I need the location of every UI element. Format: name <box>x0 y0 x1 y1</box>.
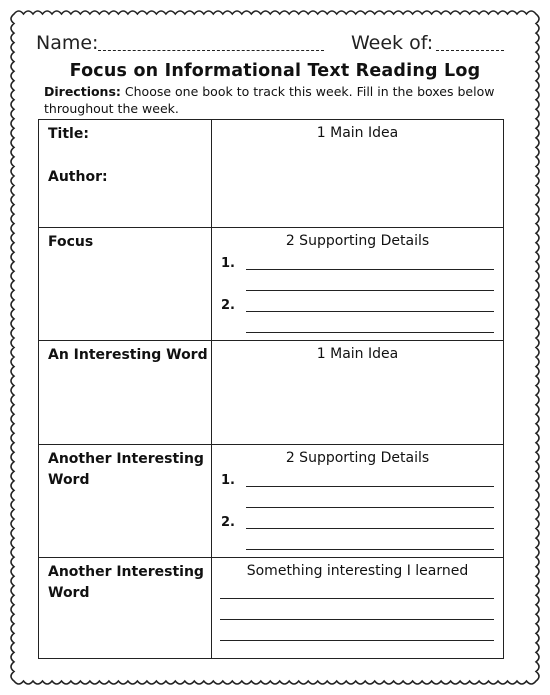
directions-text: Choose one book to track this week. Fill in the boxes below throughout the week. <box>44 84 495 116</box>
detail-line[interactable] <box>246 332 494 333</box>
detail-line[interactable] <box>246 549 494 550</box>
interesting-word-cell[interactable] <box>39 341 212 445</box>
learned-line[interactable] <box>220 640 494 641</box>
directions-label: Directions: <box>44 84 121 99</box>
supporting-details-heading-2: 2 Supporting Details <box>285 450 430 466</box>
main-idea-heading-2: 1 Main Idea <box>316 346 399 362</box>
row-another-interesting-word-2 <box>39 558 504 659</box>
detail-line[interactable] <box>246 486 494 487</box>
interesting-word-label: An Interesting Word <box>48 347 208 363</box>
author-label: Author: <box>48 169 108 185</box>
reading-log-table <box>38 119 504 659</box>
detail-line[interactable] <box>246 269 494 270</box>
directions <box>44 83 514 117</box>
main-idea-heading: 1 Main Idea <box>316 125 399 141</box>
supporting-details-cell-2[interactable] <box>212 445 504 558</box>
detail-line[interactable] <box>246 528 494 529</box>
another-interesting-word-label: Another Interesting Word <box>48 451 204 488</box>
detail-line[interactable] <box>246 507 494 508</box>
week-of-label: Week of: <box>351 32 434 54</box>
learned-line[interactable] <box>220 619 494 620</box>
detail-line[interactable] <box>246 311 494 312</box>
detail-number-1: 1. <box>221 473 235 488</box>
row-focus <box>39 228 504 341</box>
title-label: Title: <box>48 126 89 142</box>
focus-label: Focus <box>48 234 94 250</box>
something-learned-heading: Something interesting I learned <box>246 563 469 579</box>
another-interesting-word-label-2: Another Interesting Word <box>48 564 204 601</box>
row-title-author <box>39 120 504 228</box>
supporting-details-cell[interactable] <box>212 228 504 341</box>
detail-number-1: 1. <box>221 256 235 271</box>
another-interesting-word-cell-2[interactable] <box>39 558 212 659</box>
row-another-interesting-word <box>39 445 504 558</box>
another-interesting-word-cell[interactable] <box>39 445 212 558</box>
detail-number-2: 2. <box>221 298 235 313</box>
detail-line[interactable] <box>246 290 494 291</box>
name-week-header <box>36 32 506 58</box>
name-label: Name: <box>36 32 99 54</box>
row-interesting-word <box>39 341 504 445</box>
learned-line[interactable] <box>220 598 494 599</box>
main-idea-cell[interactable] <box>212 120 504 228</box>
week-of-blank-line[interactable] <box>436 50 504 51</box>
detail-number-2: 2. <box>221 515 235 530</box>
focus-cell[interactable] <box>39 228 212 341</box>
main-idea-cell-2[interactable] <box>212 341 504 445</box>
supporting-details-heading: 2 Supporting Details <box>285 233 430 249</box>
name-blank-line[interactable] <box>98 50 324 51</box>
page-title: Focus on Informational Text Reading Log <box>69 61 481 81</box>
something-learned-cell[interactable] <box>212 558 504 659</box>
title-author-cell[interactable] <box>39 120 212 228</box>
